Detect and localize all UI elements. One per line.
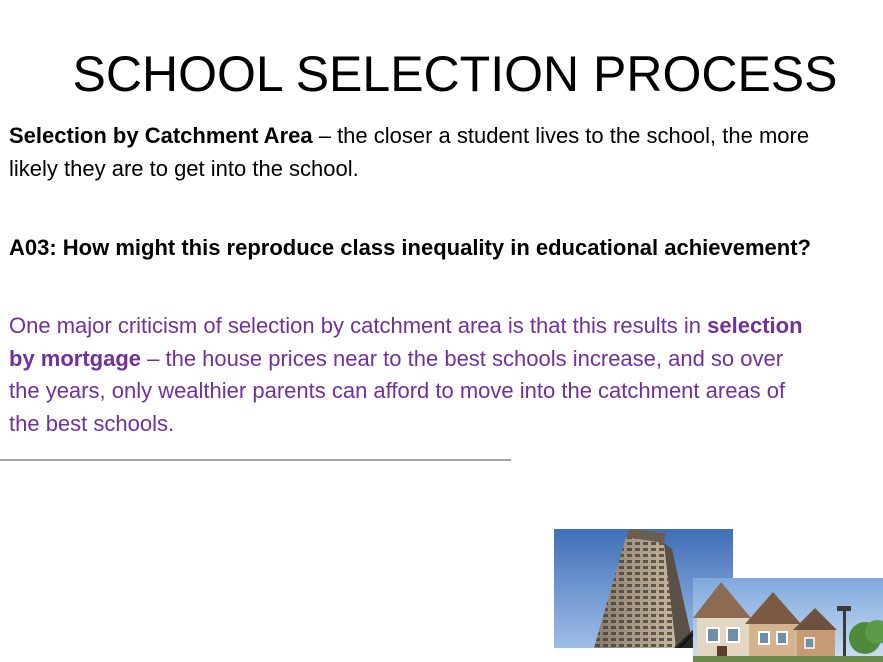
catchment-line-1 (9, 120, 883, 153)
criticism-bold-1: selection (707, 313, 803, 338)
criticism-line-2 (9, 343, 883, 376)
criticism-line-2-rest: – the house prices near to the best schools increase, and so over (141, 345, 784, 371)
criticism-paragraph (9, 310, 883, 440)
slide-title: SCHOOL SELECTION PROCESS (72, 46, 838, 102)
divider-line (0, 459, 511, 461)
catchment-line-1-rest: – the closer a student lives to the school, the more (312, 123, 810, 148)
ao3-question: A03: How might this reproduce class inequality in educational achievement? (9, 235, 811, 260)
houses-illustration (693, 578, 883, 662)
criticism-line-1-start: One major criticism of selection by catchment area is that this results in (9, 313, 708, 338)
criticism-line-4: the best schools. (9, 410, 175, 436)
catchment-bold-lead: Selection by Catchment Area (9, 123, 313, 148)
criticism-bold-2: by mortgage (9, 345, 142, 371)
criticism-line-3: the years, only wealthier parents can afford to move into the catchment areas of (9, 378, 786, 403)
catchment-paragraph (9, 120, 883, 185)
catchment-line-2: likely they are to get into the school. (9, 155, 359, 181)
houses-image (693, 578, 883, 662)
criticism-line-1 (9, 310, 883, 343)
